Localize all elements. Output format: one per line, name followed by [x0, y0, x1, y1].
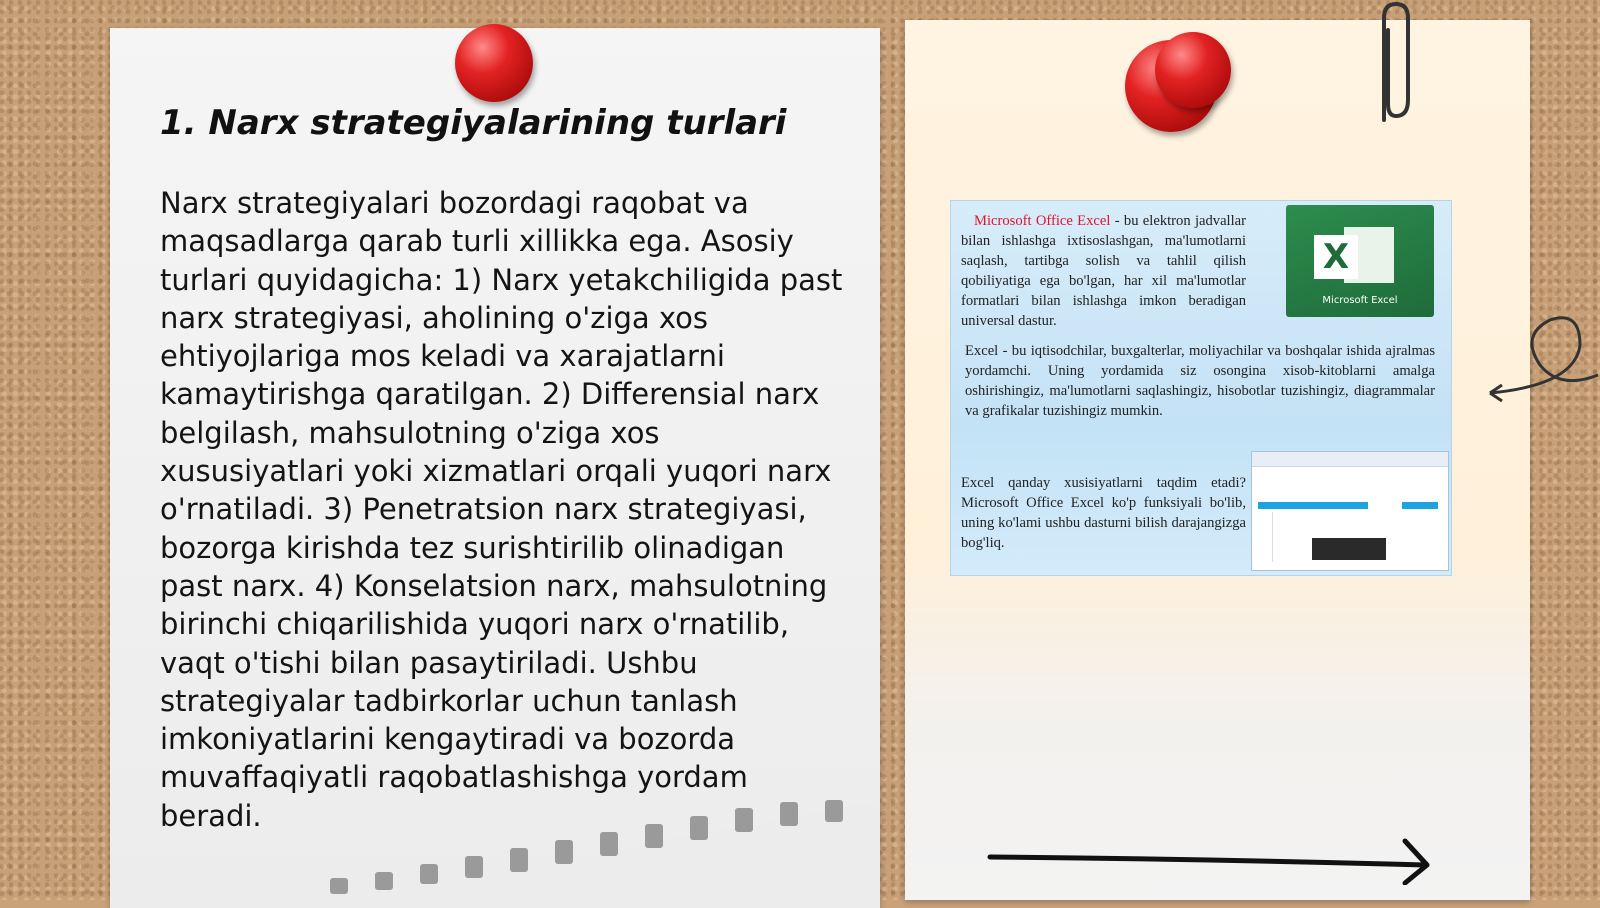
excel-usage-paragraph: Excel - bu iqtisodchilar, buxgalterlar, moliyachilar va boshqalar ishida ajralmas yordamchi. Uning yordamida siz osongina xisob-kitoblarni amalga oshirishingiz, ma'lumotlarni saqlashingiz, hisobotlar tuzishingiz, diagrammalar va grafikalar tuzishingiz mumkin.: [965, 343, 1435, 419]
paperclip-icon: [1370, 0, 1420, 130]
torn-paper-strip: [320, 800, 880, 900]
excel-logo-icon: [1286, 205, 1434, 317]
red-pushpin-icon: [1155, 32, 1231, 108]
excel-features-paragraph: Excel qanday xusisiyatlarni taqdim etadi? Microsoft Office Excel ko'p funksiyali bo'lib, uning ko'lami ushbu dasturni bilish darajangizga bog'liq.: [961, 475, 1246, 551]
excel-info-card: [950, 200, 1452, 576]
curly-arrow-icon: [1480, 315, 1600, 405]
excel-intro-paragraph: Microsoft Office Excel - bu elektron jadvallar bilan ishlashga ixtisoslashgan, ma'lumotlarni saqlash, tartibga solish va tahlil qilish qobiliyatiga ega bo'lgan, har xil ma'lumotlar formatlari bilan ishlashga imkon beradigan universal dastur.: [961, 213, 1246, 329]
slide-title: 1. Narx strategiyalarining turlari: [160, 103, 787, 143]
excel-screenshot-thumbnail: [1251, 451, 1449, 571]
excel-logo-caption: Microsoft Excel: [1322, 295, 1398, 306]
red-pushpin-icon: [455, 24, 533, 102]
long-arrow-icon: [985, 835, 1445, 885]
body-paragraph: Narx strategiyalari bozordagi raqobat va maqsadlarga qarab turli xillikka ega. Asosiy turlari quyidagicha: 1) Narx yetakchiligida past narx strategiyasi, aholining o'ziga xos ehtiyojlariga mos keladi va xarajatlarni kamaytirishga qaratilgan. 2) Differensial narx belgilash, mahsulotning o'ziga xos xususiyatlari yoki xizmatlari orqali yuqori narx o'rnatiladi. 3) Penetratsion narx strategiyasi, bozorga kirishda tez surishtirilib olinadigan past narx. 4) Konselatsion narx, mahsulotning birinchi chiqarilishida yuqori narx o'rnatilib, vaqt o'tishi bilan pasaytiriladi. Ushbu strategiyalar tadbirkorlar uchun tanlash imkoniyatlarini kengaytiradi va bozorda muvaffaqiyatli raqobatlashishga yordam beradi.: [160, 186, 843, 833]
excel-x-icon: X: [1314, 235, 1358, 279]
